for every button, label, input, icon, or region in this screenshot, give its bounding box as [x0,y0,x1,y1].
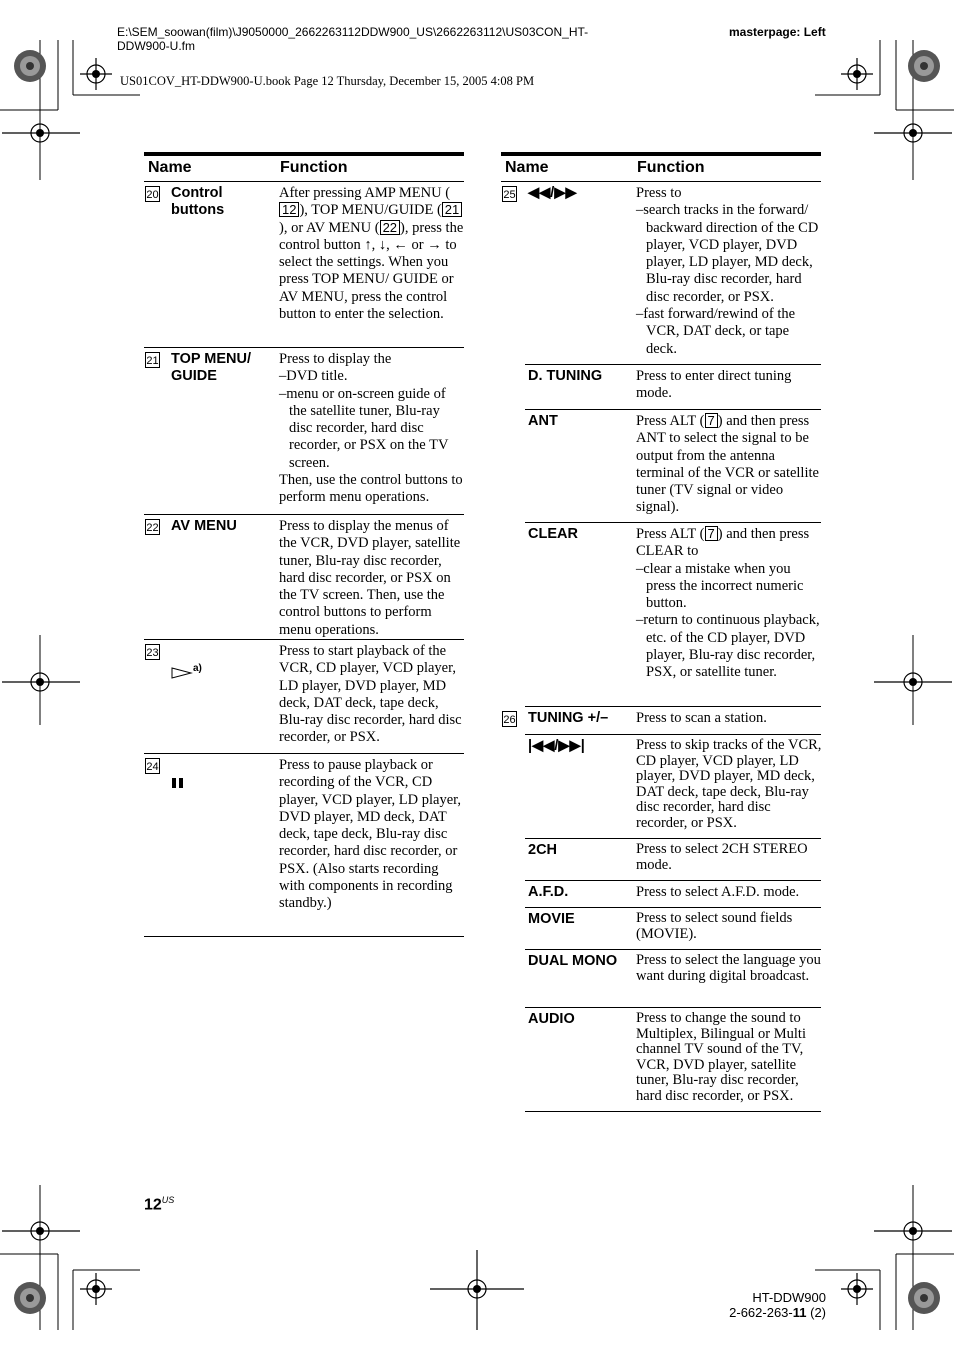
table-header [144,152,464,182]
table-row [525,908,821,950]
book-info-line: US01COV_HT-DDW900-U.book Page 12 Thursday, December 15, 2005 4:08 PM [120,74,535,88]
col-name-header: Name [505,159,549,176]
file-path-line1: E:\SEM_soowan(film)\J9050000_2662263112DDW900_US\2662263112\US03CON_HT- [117,25,589,39]
page-number: $12^{US}$ [144,1195,175,1214]
item-name: ANT [528,413,558,429]
left-function-table [144,152,464,937]
item-name: CLEAR [528,526,578,542]
item-function: Press ALT ( 7 ) and then press ANT to select the signal to be output from the antenna terminal of the VCR or satellite tuner (TV signal or video signal). [636,413,819,516]
pause-icon [171,760,185,794]
item-function: Press to –search tracks in the forward/ backward direction of the CD player, VCD player, DVD player, LD player, MD deck, Blu-ray disc recorder, hard disc recorder, or PSX. –fast forward/rewind of the VCR, DAT deck, or tape deck. [636,185,819,357]
item-number: 22 [145,519,160,535]
item-name: 2CH [528,842,558,858]
table-row [144,640,464,754]
item-name: MOVIE [528,911,575,927]
col-name-header: Name [148,159,192,176]
item-function: Press to scan a station. [636,710,767,726]
item-name: AV MENU [171,518,237,534]
table-header [501,152,821,182]
item-function: Press ALT ( 7 ) and then press CLEAR to –clear a mistake when you press the incorrect numeric button. –return to continuous playback, etc. of the CD player, DVD player, Blu-ray disc recorder, PSX, or satellite tuner. [636,526,820,681]
item-name: DUAL MONO [528,953,618,969]
item-number: 23 [145,644,160,660]
arrow-up-icon: ↑ [364,236,372,253]
table-row [525,950,821,1008]
table-row [525,881,821,908]
table-row [525,182,821,365]
table-row [525,410,821,523]
item-function: Press to select sound fields (MOVIE). [636,910,793,942]
skip-track-icon: |◀◀/▶▶| [528,738,585,754]
col-function-header: Function [280,159,348,176]
model-name: HT-DDW900 [752,1290,826,1305]
masterpage-label: masterpage: Left [729,25,826,39]
rewind-forward-icon: ◀◀/▶▶ [528,185,577,201]
item-number: 24 [145,758,160,774]
col-function-header: Function [637,159,705,176]
item-number: 26 [502,711,517,727]
item-function: After pressing AMP MENU (12 ), TOP MENU/GUIDE ( 21), or AV MENU ( 22 ), press the control button ↑, ↓, ← or → to select the settings. When you press TOP MENU/ GUIDE or AV MENU, press the control button to enter the selection. [279,185,464,323]
arrow-right-icon: → [427,236,442,253]
table-row [525,365,821,410]
item-name: TUNING +/– [528,710,609,726]
item-number: 20 [145,186,160,202]
file-path-line2: DDW900-U.fm [117,39,196,53]
item-function: Press to select 2CH STEREO mode. [636,841,808,873]
play-icon: a) [171,643,202,682]
table-row [525,839,821,881]
model-code [729,1290,826,1320]
item-name: Control buttons [171,185,225,218]
table-row [144,182,464,348]
table-row [525,707,821,735]
part-number: 2-662-263-11 (2) [729,1305,826,1320]
table-row-group [501,707,821,1112]
item-function: Press to display the menus of the VCR, DVD player, satellite tuner, Blu-ray disc recorder, hard disc recorder, or PSX on the TV screen. Then, use the control buttons to perform menu operations. [279,518,461,638]
arrow-left-icon: ← [393,236,408,253]
item-name: A.F.D. [528,884,569,900]
item-function: Press to skip tracks of the VCR, CD player, VCD player, LD player, DVD player, MD deck, DAT deck, tape deck, Blu-ray disc recorder, hard disc recorder, or PSX. [636,737,822,831]
table-row [525,1008,821,1112]
table-row [144,348,464,515]
table-row [144,515,464,640]
item-name: D. TUNING [528,368,603,384]
table-row [525,735,821,839]
item-number: 25 [502,186,517,202]
item-function: Press to start playback of the VCR, CD player, VCD player, LD player, DVD player, MD deck, DAT deck, tape deck, Blu-ray disc recorder, hard disc recorder, or PSX. [279,643,462,746]
item-name: AUDIO [528,1011,575,1027]
item-function: Press to select the language you want during digital broadcast. [636,952,821,984]
item-function: Press to pause playback or recording of the VCR, CD player, VCD player, LD player, DVD player, MD deck, DAT deck, tape deck, Blu-ray disc recorder, hard disc recorder, or PSX. (Also starts recording with components in recording standby.) [279,757,462,912]
item-function: Press to enter direct tuning mode. [636,368,792,402]
table-row [144,754,464,937]
table-row [525,523,821,707]
arrow-down-icon: ↓ [378,236,387,253]
item-number: 21 [145,352,160,368]
item-function: Press to display the –DVD title. –menu or on-screen guide of the satellite tuner, Blu-ray disc recorder, hard disc recorder, or PSX on the TV screen. Then, use the control buttons to perform menu operations. [279,351,463,506]
right-function-table [501,152,821,1112]
table-row-group [501,182,821,707]
item-function: Press to select A.F.D. mode. [636,884,800,900]
item-name: TOP MENU/ GUIDE [171,351,252,384]
item-function: Press to change the sound to Multiplex, Bilingual or Multi channel TV sound of the TV, VCR, DVD player, satellite tuner, Blu-ray disc recorder, hard disc recorder, or PSX. [636,1010,806,1104]
